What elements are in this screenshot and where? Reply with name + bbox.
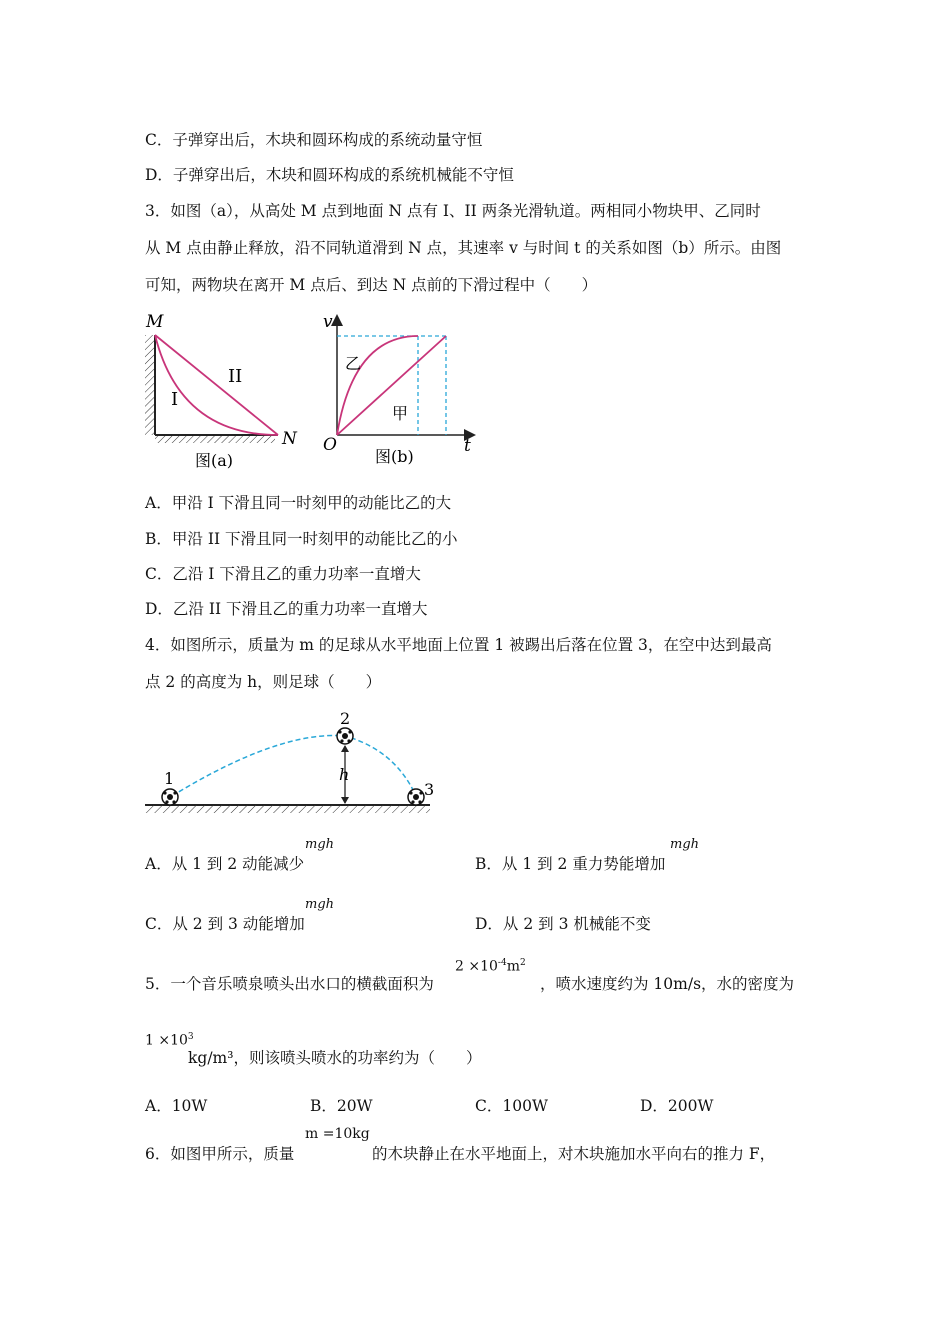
q4-option-b: B．从 1 到 2 重力势能增加	[475, 855, 666, 873]
label-pos-2: 2	[340, 709, 351, 728]
label-v: v	[323, 312, 333, 332]
label-t: t	[464, 436, 471, 456]
option-d-prev: D．子弹穿出后，木块和圆环构成的系统机械能不守恒	[145, 166, 514, 184]
q3-text-line3: 可知，两物块在离开 M 点后、到达 N 点前的下滑过程中（ ）	[145, 276, 598, 294]
ball-2-icon	[337, 728, 353, 744]
ball-1-icon	[162, 789, 178, 805]
q5-density-formula: $1 \times 10^3$	[145, 1032, 194, 1049]
q4-text-line2: 点 2 的高度为 h，则足球（ ）	[145, 673, 382, 691]
option-c-prev: C．子弹穿出后，木块和圆环构成的系统动量守恒	[145, 131, 483, 149]
label-yi: 乙	[345, 354, 362, 373]
label-track-i: I	[171, 389, 179, 410]
label-o: O	[323, 435, 337, 455]
label-m: M	[146, 312, 164, 332]
q6-mass-formula: m =10kg	[305, 1126, 370, 1142]
ball-3-icon	[408, 789, 424, 805]
q5-option-d: D．200W	[640, 1097, 714, 1115]
q4-option-b-formula: mgh	[670, 837, 700, 852]
q5-text-line1-end: ，喷水速度约为 10m/s，水的密度为	[540, 975, 795, 993]
figure-b	[315, 305, 485, 475]
track-ii	[155, 335, 278, 435]
label-h: h	[339, 765, 350, 784]
q4-option-a-formula: mgh	[305, 837, 335, 852]
figure-a	[140, 305, 310, 475]
q4-option-d: D．从 2 到 3 机械能不变	[475, 915, 651, 933]
height-arrow-up-icon	[341, 745, 349, 752]
q4-option-a: A．从 1 到 2 动能减少	[145, 855, 305, 873]
q3-option-c: C．乙沿 I 下滑且乙的重力功率一直增大	[145, 565, 421, 583]
q3-text-line2: 从 M 点由静止释放，沿不同轨道滑到 N 点，其速率 v 与时间 t 的关系如图（b）所示。由图	[145, 239, 782, 257]
caption-a: 图(a)	[195, 451, 234, 470]
q5-option-c: C．100W	[475, 1097, 548, 1115]
q3-option-a: A．甲沿 I 下滑且同一时刻甲的动能比乙的大	[145, 494, 452, 512]
label-n: N	[282, 429, 297, 449]
ground-hatch	[145, 805, 430, 813]
label-jia: 甲	[392, 404, 409, 423]
football-figure	[140, 700, 440, 820]
q5-text-line2: kg/m³，则该喷头喷水的功率约为（ ）	[188, 1049, 482, 1067]
trajectory	[172, 736, 416, 797]
q5-text-line1: 5．一个音乐喷泉喷头出水口的横截面积为	[145, 975, 434, 993]
wall-hatch	[145, 335, 155, 435]
q5-area-formula: $2 \times 10^{-4}m^2$	[455, 958, 526, 975]
q4-option-c: C．从 2 到 3 动能增加	[145, 915, 305, 933]
q5-option-a: A．10W	[145, 1097, 208, 1115]
q4-text-line1: 4．如图所示，质量为 m 的足球从水平地面上位置 1 被踢出后落在位置 3，在空中达到最高	[145, 636, 772, 654]
q4-option-c-formula: mgh	[305, 897, 335, 912]
label-track-ii: II	[228, 366, 243, 387]
ground-hatch	[155, 435, 275, 443]
q3-option-b: B．甲沿 II 下滑且同一时刻甲的动能比乙的小	[145, 530, 458, 548]
height-arrow-down-icon	[341, 797, 349, 804]
label-pos-3: 3	[424, 780, 435, 799]
caption-b: 图(b)	[375, 447, 414, 466]
q6-text-end: 的木块静止在水平地面上，对木块施加水平向右的推力 F，	[372, 1145, 776, 1163]
q6-text-start: 6．如图甲所示，质量	[145, 1145, 295, 1163]
q5-option-b: B．20W	[310, 1097, 373, 1115]
label-pos-1: 1	[164, 769, 175, 788]
q3-option-d: D．乙沿 II 下滑且乙的重力功率一直增大	[145, 600, 428, 618]
q3-text-line1: 3．如图（a），从高处 M 点到地面 N 点有 I、II 两条光滑轨道。两相同小物块甲、乙同时	[145, 202, 761, 220]
